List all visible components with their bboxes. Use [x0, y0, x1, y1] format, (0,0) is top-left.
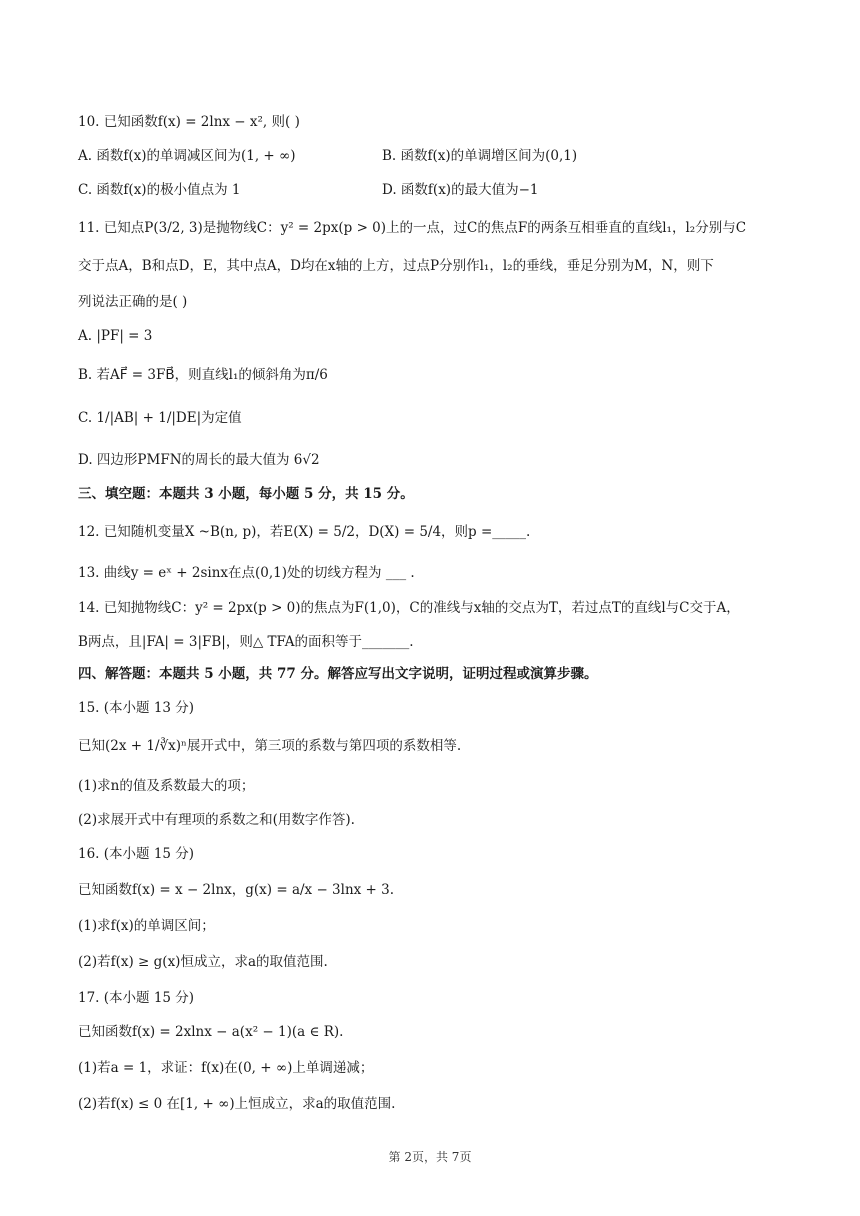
q10-option-a: A. 函数f(x)的单调减区间为(1, + ∞) — [78, 148, 296, 164]
q11-option-c: C. 1/|AB| + 1/|DE|为定值 — [78, 410, 242, 426]
q11-stem-line3: 列说法正确的是( ) — [78, 294, 188, 310]
q15-part2: (2)求展开式中有理项的系数之和(用数字作答). — [78, 812, 355, 828]
q16-part1: (1)求f(x)的单调区间； — [78, 918, 215, 934]
section-3-heading: 三、填空题：本题共 3 小题，每小题 5 分，共 15 分。 — [78, 486, 414, 502]
q16-heading: 16. (本小题 15 分) — [78, 846, 195, 862]
q10-option-b: B. 函数f(x)的单调增区间为(0,1) — [382, 148, 578, 164]
q14-line1: 14. 已知抛物线C：y² = 2px(p > 0)的焦点为F(1,0)，C的准线与x轴的交点为T，若过点T的直线l与C交于A， — [78, 600, 740, 616]
q13: 13. 曲线y = eˣ + 2sinx在点(0,1)处的切线方程为 ___ . — [78, 565, 415, 581]
q10-option-d: D. 函数f(x)的最大值为−1 — [382, 182, 539, 198]
q15-stem: 已知(2x + 1/∛x)ⁿ展开式中，第三项的系数与第四项的系数相等. — [78, 738, 462, 754]
q10-option-c: C. 函数f(x)的极小值点为 1 — [78, 182, 241, 198]
q17-part2: (2)若f(x) ≤ 0 在[1, + ∞)上恒成立，求a的取值范围. — [78, 1096, 396, 1112]
q16-part2: (2)若f(x) ≥ g(x)恒成立，求a的取值范围. — [78, 954, 328, 970]
q11-option-a: A. |PF| = 3 — [78, 328, 153, 344]
q17-heading: 17. (本小题 15 分) — [78, 990, 195, 1006]
q11-stem-line2: 交于点A，B和点D，E，其中点A，D均在x轴的上方，过点P分别作l₁，l₂的垂线，垂足分别为M，N，则下 — [78, 258, 714, 274]
q16-stem: 已知函数f(x) = x − 2lnx，g(x) = a/x − 3lnx + 3. — [78, 882, 395, 898]
q17-stem: 已知函数f(x) = 2xlnx − a(x² − 1)(a ∈ R). — [78, 1024, 344, 1040]
q17-part1: (1)若a = 1，求证：f(x)在(0, + ∞)上单调递减； — [78, 1060, 374, 1076]
q12: 12. 已知随机变量X ~B(n, p)，若E(X) = 5/2，D(X) = 5/4，则p =_____. — [78, 524, 531, 540]
q11-option-b: B. 若AF⃗ = 3FB⃗，则直线l₁的倾斜角为π/6 — [78, 367, 328, 383]
q10-stem: 10. 已知函数f(x) = 2lnx − x², 则( ) — [78, 114, 300, 130]
q15-heading: 15. (本小题 13 分) — [78, 700, 195, 716]
q11-stem-line1: 11. 已知点P(3/2, 3)是抛物线C：y² = 2px(p > 0)上的一点，过C的焦点F的两条互相垂直的直线l₁，l₂分别与C — [78, 220, 747, 236]
q15-part1: (1)求n的值及系数最大的项； — [78, 778, 255, 794]
page-footer: 第 2页，共 7页 — [388, 1150, 472, 1164]
q11-option-d: D. 四边形PMFN的周长的最大值为 6√2 — [78, 452, 320, 468]
section-4-heading: 四、解答题：本题共 5 小题，共 77 分。解答应写出文字说明，证明过程或演算步骤。 — [78, 666, 598, 682]
q14-line2: B两点，且|FA| = 3|FB|，则△ TFA的面积等于_______. — [78, 634, 414, 650]
